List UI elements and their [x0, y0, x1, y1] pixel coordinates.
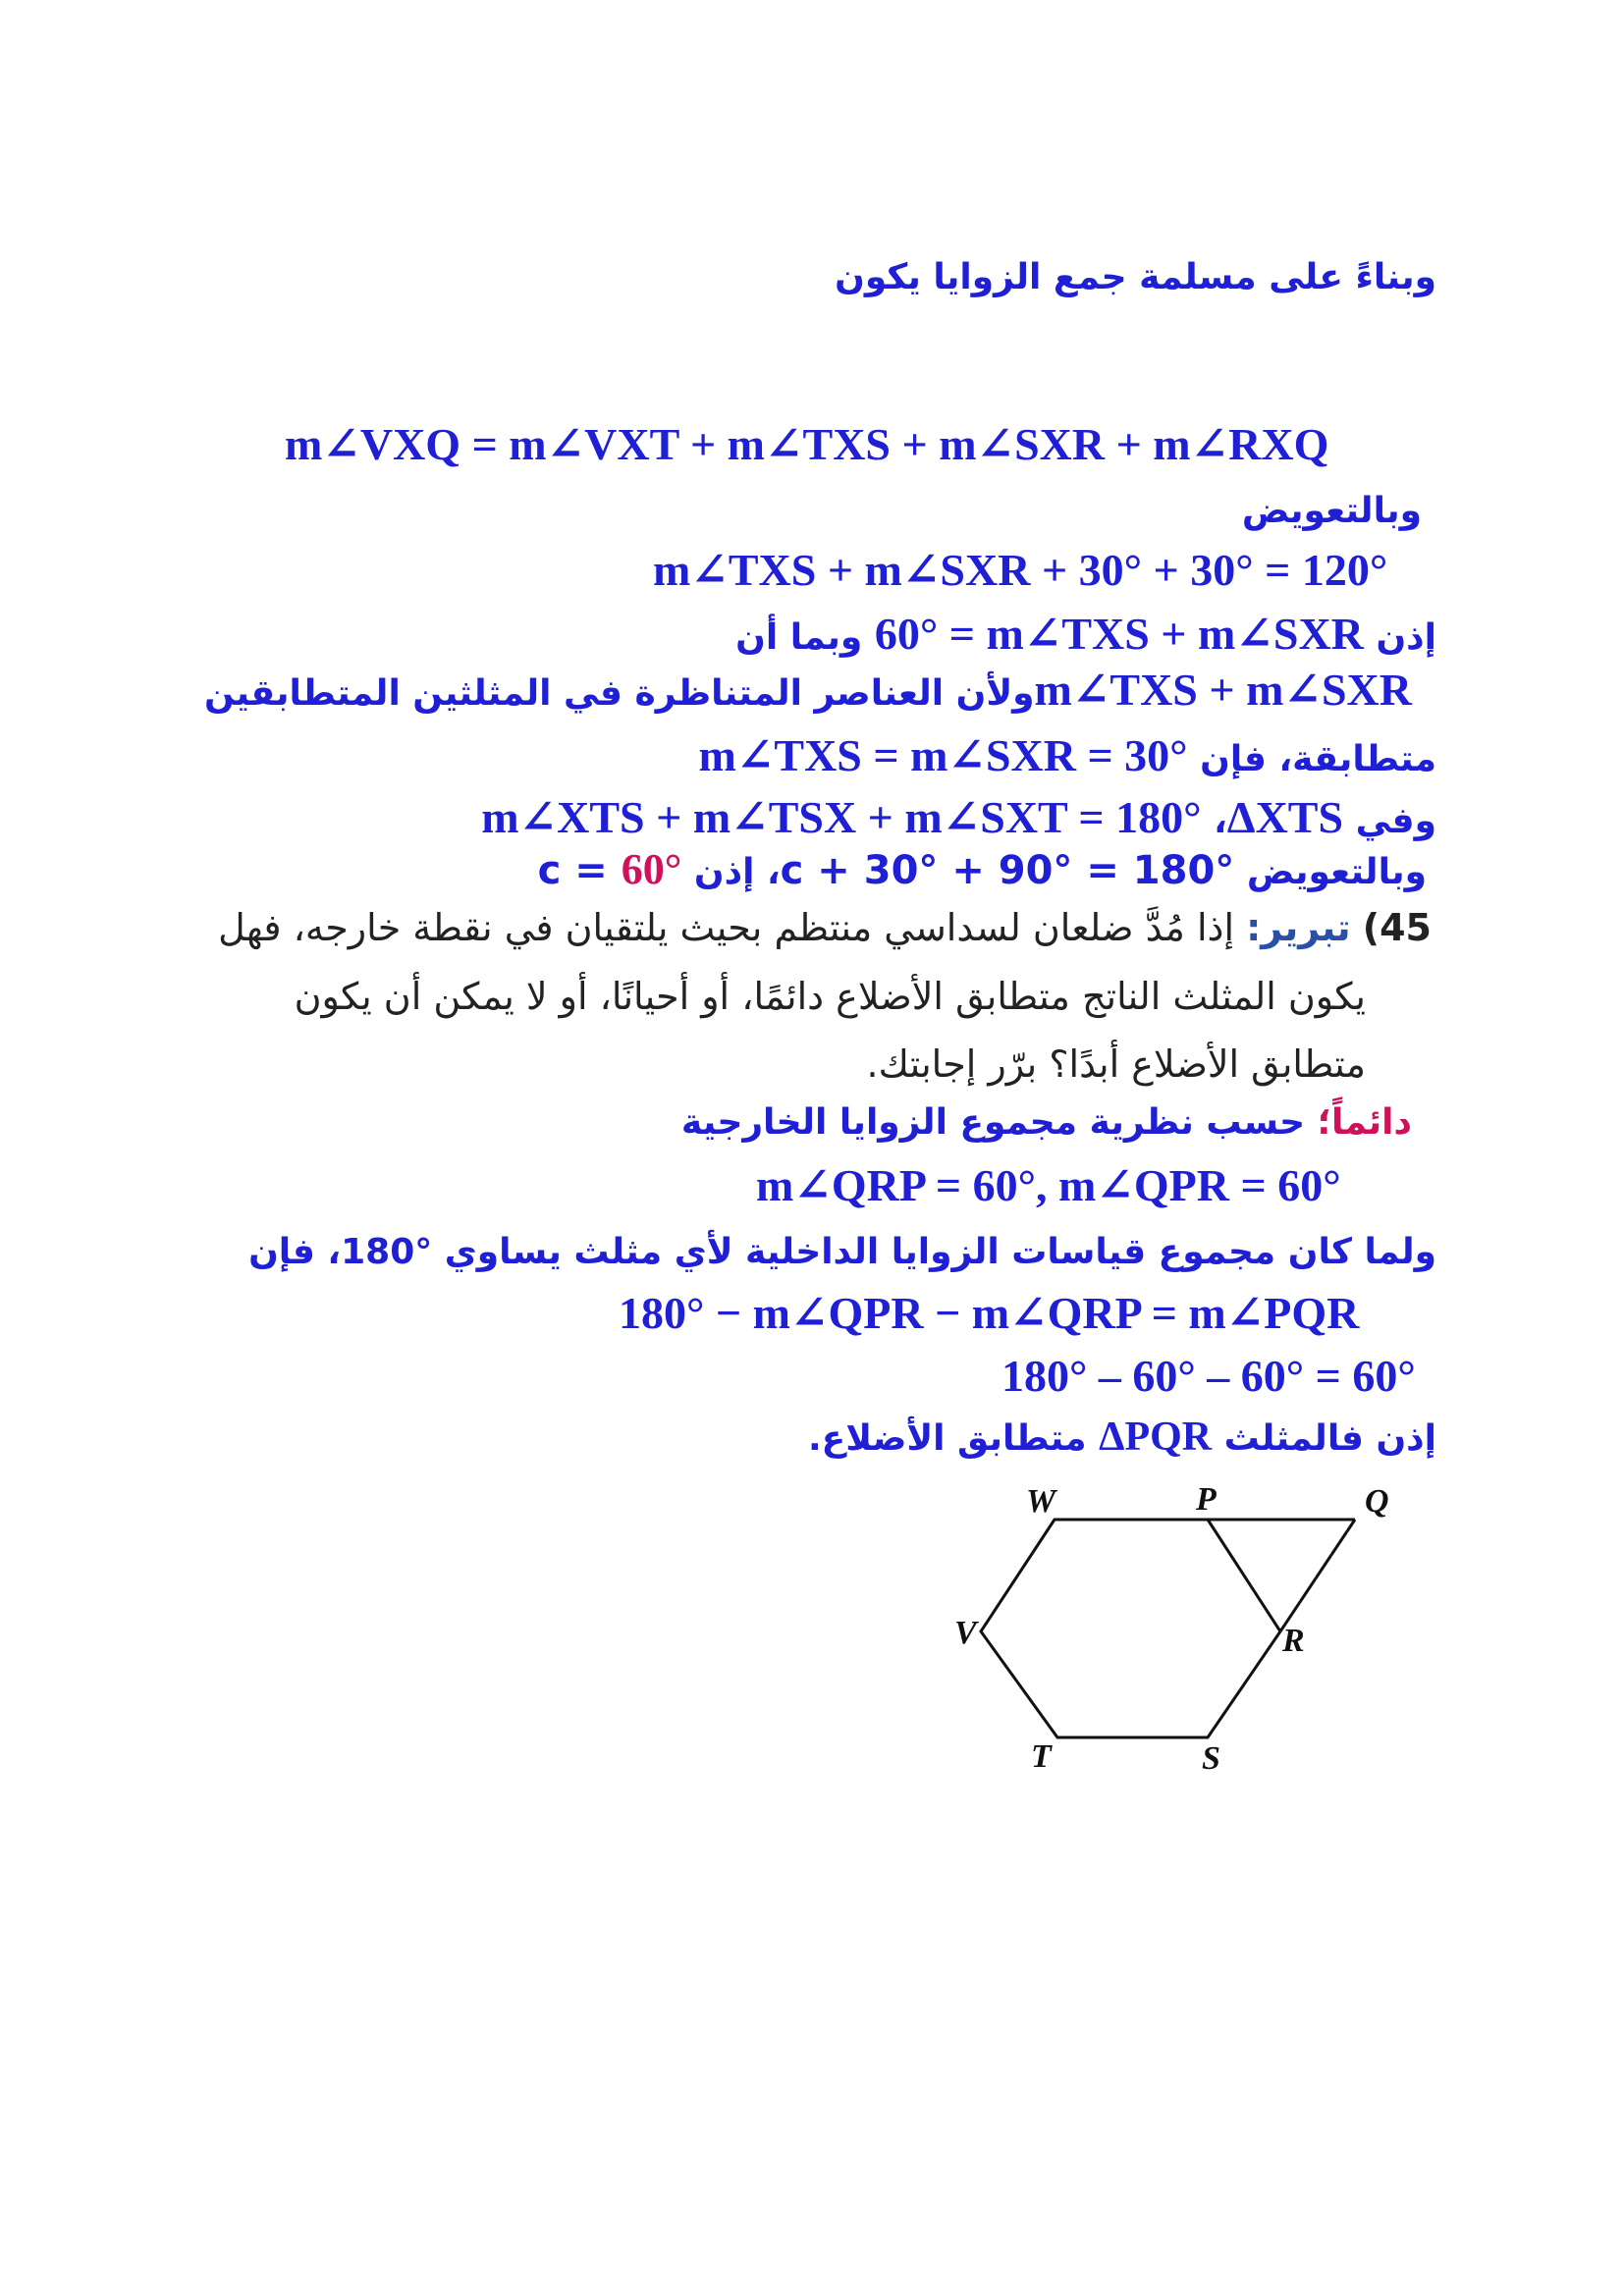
therefore-word-2: ، إذن — [693, 852, 781, 892]
corresponding-parts-text: ولأن العناصر المتناظرة في المثلثين المتطابقين — [203, 673, 1035, 714]
problem-45-line3: متطابق الأضلاع أبدًا؟ برّر إجابتك. — [866, 1042, 1366, 1086]
equation-pqr: 180° − m∠QPR − m∠QRP = m∠PQR — [619, 1288, 1360, 1338]
problem-number: 45) — [1362, 906, 1432, 949]
equation-substitution: m∠TXS + m∠SXR + 30° + 30° = 120° — [653, 545, 1388, 595]
label-p: P — [1196, 1481, 1217, 1518]
result-c: c = 60° — [537, 845, 682, 893]
label-t: T — [1031, 1738, 1052, 1775]
equation-sum-60: 60° = m∠TXS + m∠SXR — [874, 609, 1364, 659]
substitution-label: وبالتعويض — [1241, 491, 1422, 531]
conclusion-suffix: متطابق الأضلاع. — [807, 1418, 1087, 1459]
problem-45-line2: يكون المثلث الناتج متطابق الأضلاع دائمًا، أو أحيانًا، أو لا يمكن أن يكون — [294, 975, 1366, 1018]
triangle-pqr: ΔPQR — [1099, 1415, 1213, 1460]
equation-c: c + 30° + 90° = 180° — [780, 848, 1235, 893]
problem-label: تبرير: — [1246, 906, 1351, 949]
label-r: R — [1282, 1623, 1305, 1659]
equation-exterior-angles: m∠QRP = 60°, m∠QPR = 60° — [756, 1160, 1341, 1210]
solve-c-line — [538, 844, 1427, 894]
since-word: وبما أن — [735, 617, 863, 658]
side-qr — [1280, 1520, 1355, 1631]
equation-angle-addition: m∠VXQ = m∠VXT + m∠TXS + m∠SXR + m∠RXQ — [285, 419, 1329, 469]
label-s: S — [1202, 1740, 1220, 1777]
therefore-word: إذن — [1376, 617, 1436, 658]
answer-line — [681, 1102, 1412, 1143]
triangle-sum-line: ولما كان مجموع قياسات الزوايا الداخلية لأي مثلث يساوي °180، فإن — [248, 1232, 1436, 1272]
label-w: W — [1026, 1483, 1056, 1520]
corresponding-parts-line — [204, 663, 1412, 716]
answer-word: دائماً؛ — [1317, 1102, 1412, 1143]
problem-text-1: إذا مُدَّ ضلعان لسداسي منتظم بحيث يلتقيان في نقطة خارجه، فهل — [218, 906, 1235, 949]
problem-45-line1 — [218, 906, 1432, 949]
equation-triangle-sum: m∠XTS + m∠TSX + m∠SXT = 180° — [481, 792, 1202, 842]
conclusion-line — [808, 1414, 1436, 1461]
triangle-xts: ΔXTS — [1226, 792, 1344, 842]
label-q: Q — [1365, 1483, 1389, 1520]
triangle-xts-line: وفي ΔXTS، m∠XTS + m∠TSX + m∠SXT = 180° — [481, 792, 1436, 842]
intro-line: وبناءً على مسلمة جمع الزوايا يكون — [835, 257, 1436, 297]
equation-angles: m∠TXS + m∠SXR — [1034, 665, 1412, 715]
congruent-line — [699, 728, 1436, 781]
side-pr — [1208, 1520, 1280, 1631]
conclusion-prefix: إذن فالمثلث — [1223, 1418, 1436, 1459]
answer-text: حسب نظرية مجموع الزوايا الخارجية — [680, 1102, 1306, 1143]
congruent-text: متطابقة، فإن — [1200, 739, 1436, 779]
substitution-word: وبالتعويض — [1246, 852, 1427, 892]
equation-60: 180° – 60° – 60° = 60° — [1001, 1351, 1416, 1401]
therefore-line — [735, 607, 1436, 660]
hexagon-outline — [981, 1520, 1280, 1737]
equation-each-30: m∠TXS = m∠SXR = 30° — [698, 730, 1188, 780]
label-v: V — [954, 1615, 977, 1651]
in-word: وفي — [1355, 801, 1436, 841]
